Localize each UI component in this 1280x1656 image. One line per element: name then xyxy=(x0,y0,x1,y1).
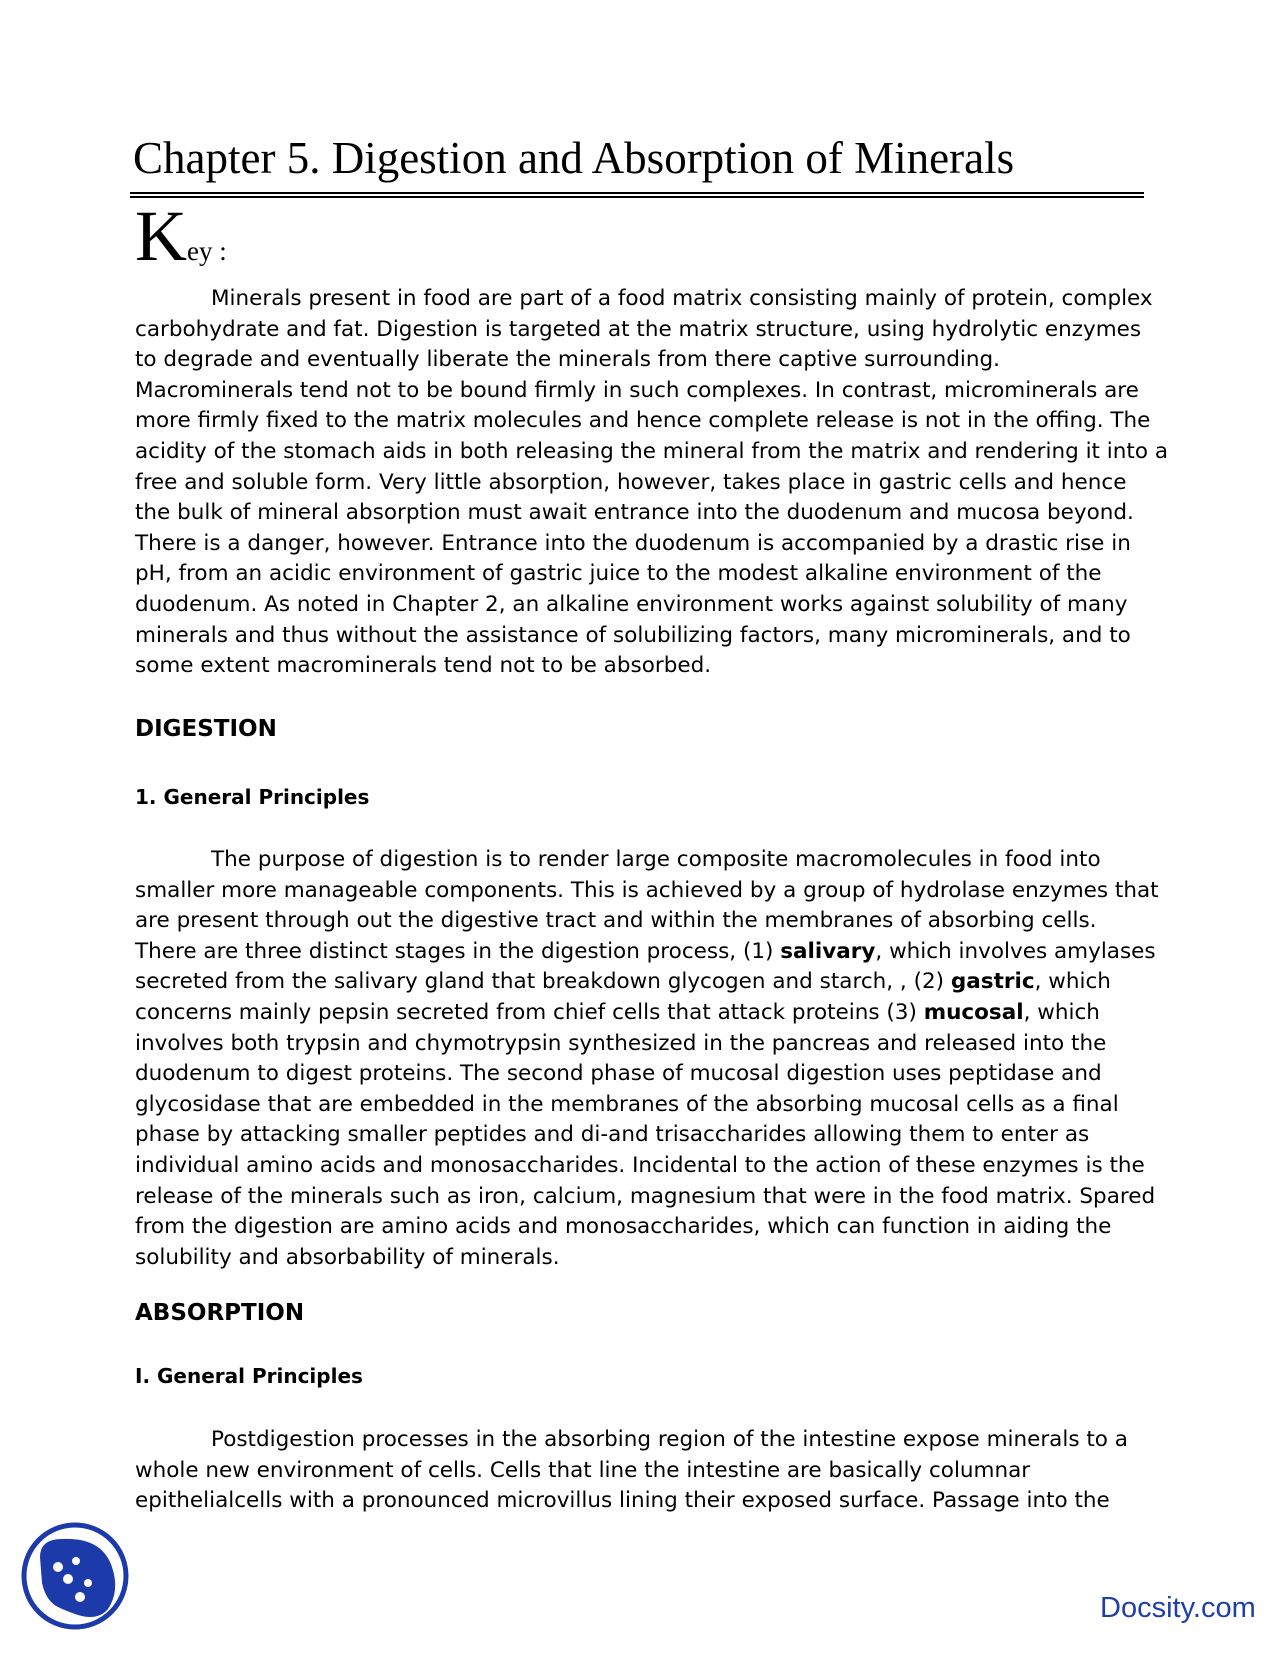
logo-dot xyxy=(53,1562,63,1572)
intro-line: carbohydrate and fat. Digestion is targeted at the matrix structure, using hydrolytic enzymes xyxy=(135,316,1142,342)
logo-dot xyxy=(75,1592,85,1602)
digestion-line xyxy=(135,937,1156,968)
intro-line: Macrominerals tend not to be bound firmly in such complexes. In contrast, microminerals are xyxy=(135,377,1139,403)
key-heading xyxy=(135,196,227,276)
text-run: , which involves amylases xyxy=(875,938,1156,964)
key-drop-cap: K xyxy=(135,196,187,276)
intro-line: some extent macrominerals tend not to be absorbed. xyxy=(135,653,712,679)
intro-paragraph xyxy=(135,284,1168,682)
logo-dot xyxy=(84,1579,92,1587)
gastric-term: gastric xyxy=(950,969,1035,995)
intro-line: There is a danger, however. Entrance into the duodenum is accompanied by a drastic rise in xyxy=(135,530,1131,556)
logo-dot xyxy=(72,1557,80,1565)
intro-line: to degrade and eventually liberate the minerals from there captive surrounding. xyxy=(135,347,1000,373)
intro-line: minerals and thus without the assistance of solubilizing factors, many microminerals, and to xyxy=(135,622,1131,648)
digestion-line: from the digestion are amino acids and monosaccharides, which can function in aiding the xyxy=(135,1214,1112,1240)
digestion-paragraph xyxy=(135,845,1159,1273)
logo-dot xyxy=(63,1574,73,1584)
intro-line: acidity of the stomach aids in both releasing the mineral from the matrix and rendering it into a xyxy=(135,438,1168,464)
absorption-paragraph xyxy=(135,1425,1145,1517)
digestion-line xyxy=(135,967,1145,998)
intro-line: duodenum. As noted in Chapter 2, an alkaline environment works against solubility of many xyxy=(135,591,1128,617)
intro-line: Minerals present in food are part of a food matrix consisting mainly of protein, complex xyxy=(211,286,1153,311)
absorption-line: Postdigestion processes in the absorbing region of the intestine expose minerals to a xyxy=(211,1427,1128,1452)
salivary-term: salivary xyxy=(780,938,876,964)
chapter-title: Chapter 5. Digestion and Absorption of Minerals xyxy=(133,133,1015,183)
text-run: There are three distinct stages in the digestion process, (1) xyxy=(135,938,781,964)
intro-line: pH, from an acidic environment of gastric juice to the modest alkaline environment of the xyxy=(135,561,1102,587)
mucosal-term: mucosal xyxy=(923,999,1024,1025)
digestion-line: smaller more manageable components. This is achieved by a group of hydrolase enzymes that xyxy=(135,877,1159,903)
digestion-line: release of the minerals such as iron, calcium, magnesium that were in the food matrix. Spared xyxy=(135,1183,1156,1209)
digestion-line: duodenum to digest proteins. The second phase of mucosal digestion uses peptidase and xyxy=(135,1061,1102,1087)
absorption-subheading: I. General Principles xyxy=(135,1364,363,1388)
digestion-subheading: 1. General Principles xyxy=(135,785,370,809)
digestion-heading: DIGESTION xyxy=(135,716,277,742)
digestion-line: The purpose of digestion is to render large composite macromolecules in food into xyxy=(211,847,1101,872)
intro-line: more firmly fixed to the matrix molecules and hence complete release is not in the offing. The xyxy=(135,408,1151,434)
title-rule-bottom xyxy=(130,196,1144,198)
intro-line: the bulk of mineral absorption must await entrance into the duodenum and mucosa beyond. xyxy=(135,500,1134,526)
digestion-line xyxy=(135,998,1145,1029)
absorption-heading: ABSORPTION xyxy=(135,1300,305,1326)
text-run: secreted from the salivary gland that breakdown glycogen and starch, , (2) xyxy=(135,969,951,995)
key-label: ey : xyxy=(187,236,227,266)
absorption-line: whole new environment of cells. Cells that line the intestine are basically columnar xyxy=(135,1457,1031,1483)
digestion-line: solubility and absorbability of minerals. xyxy=(135,1244,560,1270)
digestion-line: glycosidase that are embedded in the membranes of the absorbing mucosal cells as a final xyxy=(135,1091,1119,1117)
docsity-logo-icon[interactable] xyxy=(20,1521,130,1631)
intro-line: free and soluble form. Very little absorption, however, takes place in gastric cells and hence xyxy=(135,469,1127,495)
title-rule-top xyxy=(130,192,1144,194)
logo-blob xyxy=(40,1539,115,1617)
digestion-line: involves both trypsin and chymotrypsin synthesized in the pancreas and released into the xyxy=(135,1030,1107,1056)
text-run: , which xyxy=(1034,969,1111,995)
digestion-line: are present through out the digestive tract and within the membranes of absorbing cells. xyxy=(135,908,1097,934)
digestion-line: individual amino acids and monosaccharides. Incidental to the action of these enzymes is the xyxy=(135,1152,1145,1178)
digestion-line: phase by attacking smaller peptides and di-and trisaccharides allowing them to enter as xyxy=(135,1122,1090,1148)
absorption-line: epithelialcells with a pronounced microvillus lining their exposed surface. Passage into the xyxy=(135,1488,1110,1514)
text-run: , which xyxy=(1023,999,1100,1025)
docsity-brand-link[interactable]: Docsity.com xyxy=(1100,1592,1256,1624)
text-run: concerns mainly pepsin secreted from chief cells that attack proteins (3) xyxy=(135,999,924,1025)
